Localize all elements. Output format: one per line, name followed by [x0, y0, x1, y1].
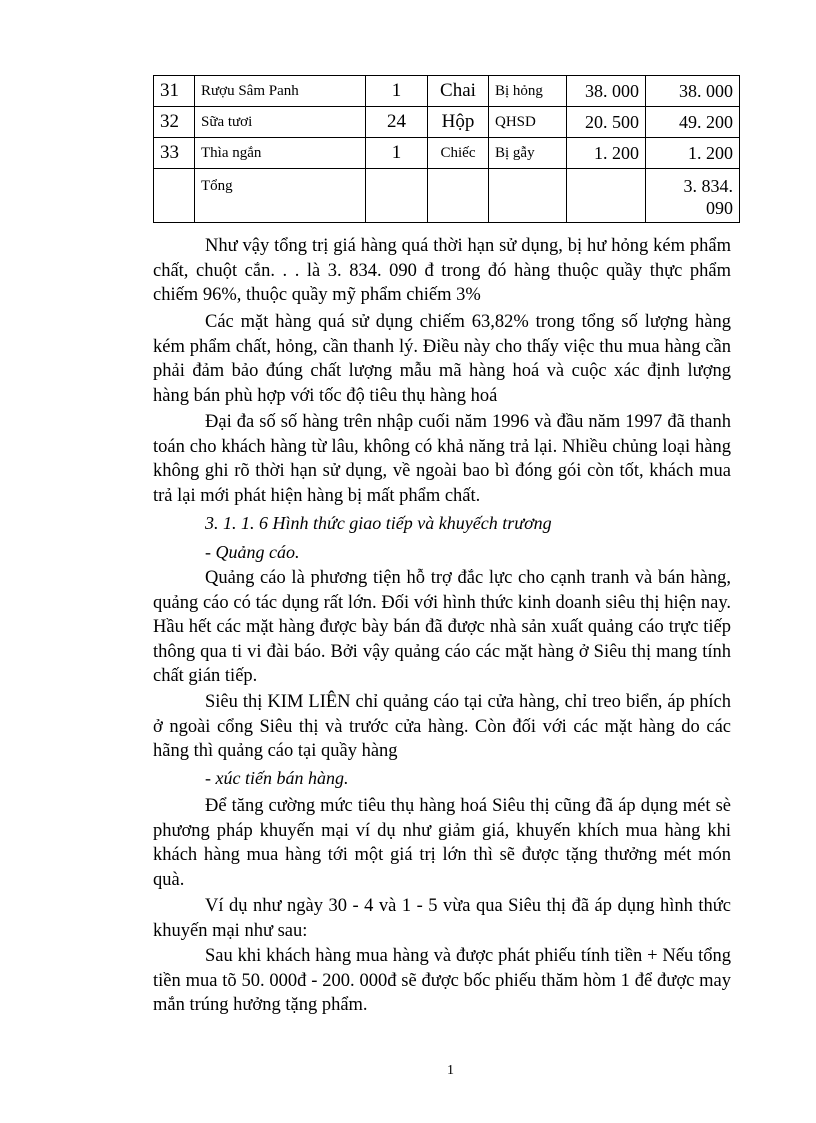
paragraph-promotion: Để tăng cường mức tiêu thụ hàng hoá Siêu thị cũng đã áp dụng mét sè phương pháp khuyến mại ví dụ như giảm giá, khuyến khích mua hàng khi khách hàng mua hàng tới một giá trị lớn thì sẽ được tặng thưởng mét món quà.	[153, 796, 731, 890]
table-row	[154, 138, 740, 169]
item-reason: QHSD	[489, 107, 567, 138]
item-amount: 1. 200	[646, 138, 740, 169]
item-reason: Bị hỏng	[489, 76, 567, 107]
item-quantity: 1	[366, 76, 428, 107]
item-reason: Bị gẫy	[489, 138, 567, 169]
item-amount: 49. 200	[646, 107, 740, 138]
total-amount-line2: 090	[706, 198, 733, 218]
table-total-row	[154, 169, 740, 223]
row-number: 31	[154, 76, 195, 107]
paragraph-expired-share: Các mặt hàng quá sử dụng chiếm 63,82% trong tổng số lượng hàng kém phẩm chất, hỏng, cần thanh lý. Điều này cho thấy việc thu mua hàng cần phải đảm bảo đúng chất lượng mẫu mã hàng hoá và cuộc xác định lượng hàng bán phù hợp với tốc độ tiêu thụ hàng hoá	[153, 312, 731, 406]
subheading-advertising: - Quảng cáo.	[205, 542, 300, 562]
section-heading: 3. 1. 1. 6 Hình thức giao tiếp và khuyếch trương	[205, 513, 552, 533]
subheading-sales-promotion: - xúc tiến bán hàng.	[205, 768, 349, 788]
table-row	[154, 107, 740, 138]
item-unit: Hộp	[428, 107, 489, 138]
item-unit: Chiếc	[428, 138, 489, 169]
item-price: 1. 200	[567, 138, 646, 169]
paragraph-summary: Như vậy tổng trị giá hàng quá thời hạn sử dụng, bị hư hỏng kém phẩm chất, chuột cắn. . . là 3. 834. 090 đ trong đó hàng thuộc quầy thực phẩm chiếm 96%, thuộc quầy mỹ phẩm chiếm 3%	[153, 236, 731, 305]
item-unit: Chai	[428, 76, 489, 107]
paragraph-kim-lien: Siêu thị KIM LIÊN chỉ quảng cáo tại cửa hàng, chỉ treo biển, áp phích ở ngoài cổng Siêu thị và trước cửa hàng. Còn đối với các mặt hàng do các hãng thì quảng cáo tại quầy hàng	[153, 692, 731, 761]
item-name: Rượu Sâm Panh	[195, 76, 366, 107]
empty-cell	[154, 169, 195, 223]
item-price: 20. 500	[567, 107, 646, 138]
table-row	[154, 76, 740, 107]
item-quantity: 24	[366, 107, 428, 138]
item-quantity: 1	[366, 138, 428, 169]
empty-cell	[366, 169, 428, 223]
paragraph-advertising: Quảng cáo là phương tiện hỗ trợ đắc lực cho cạnh tranh và bán hàng, quảng cáo có tác dụng rất lớn. Đối với hình thức kinh doanh siêu thị hiện nay. Hầu hết các mặt hàng được bày bán đã được nhà sản xuất quảng cáo trực tiếp thông qua ti vi đài báo. Bởi vậy quảng cáo các mặt hàng ở Siêu thị mang tính chất gián tiếp.	[153, 568, 731, 686]
item-price: 38. 000	[567, 76, 646, 107]
paragraph-lucky-draw: Sau khi khách hàng mua hàng và được phát phiếu tính tiền + Nếu tổng tiền mua tõ 50. 000đ - 200. 000đ sẽ được bốc phiếu thăm hòm 1 để được may mắn trúng hưởng tặng phẩm.	[153, 946, 731, 1015]
empty-cell	[428, 169, 489, 223]
total-amount	[646, 169, 740, 223]
paragraph-example: Ví dụ như ngày 30 - 4 và 1 - 5 vừa qua Siêu thị đã áp dụng hình thức khuyến mại như sau:	[153, 896, 731, 941]
total-label: Tổng	[195, 169, 366, 223]
paragraph-stock-origin: Đại đa số số hàng trên nhập cuối năm 1996 và đầu năm 1997 đã thanh toán cho khách hàng từ lâu, không có khả năng trả lại. Nhiều chủng loại hàng không ghi rõ thời hạn sử dụng, về ngoài bao bì đóng gói còn tốt, khách mua trả lại mới phát hiện hàng bị mất phẩm chất.	[153, 412, 731, 506]
row-number: 32	[154, 107, 195, 138]
item-name: Sữa tươi	[195, 107, 366, 138]
item-amount: 38. 000	[646, 76, 740, 107]
page-number: 1	[447, 1063, 454, 1078]
item-name: Thìa ngắn	[195, 138, 366, 169]
empty-cell	[567, 169, 646, 223]
total-amount-line1: 3. 834.	[683, 176, 733, 196]
empty-cell	[489, 169, 567, 223]
damaged-goods-table	[153, 75, 740, 223]
row-number: 33	[154, 138, 195, 169]
